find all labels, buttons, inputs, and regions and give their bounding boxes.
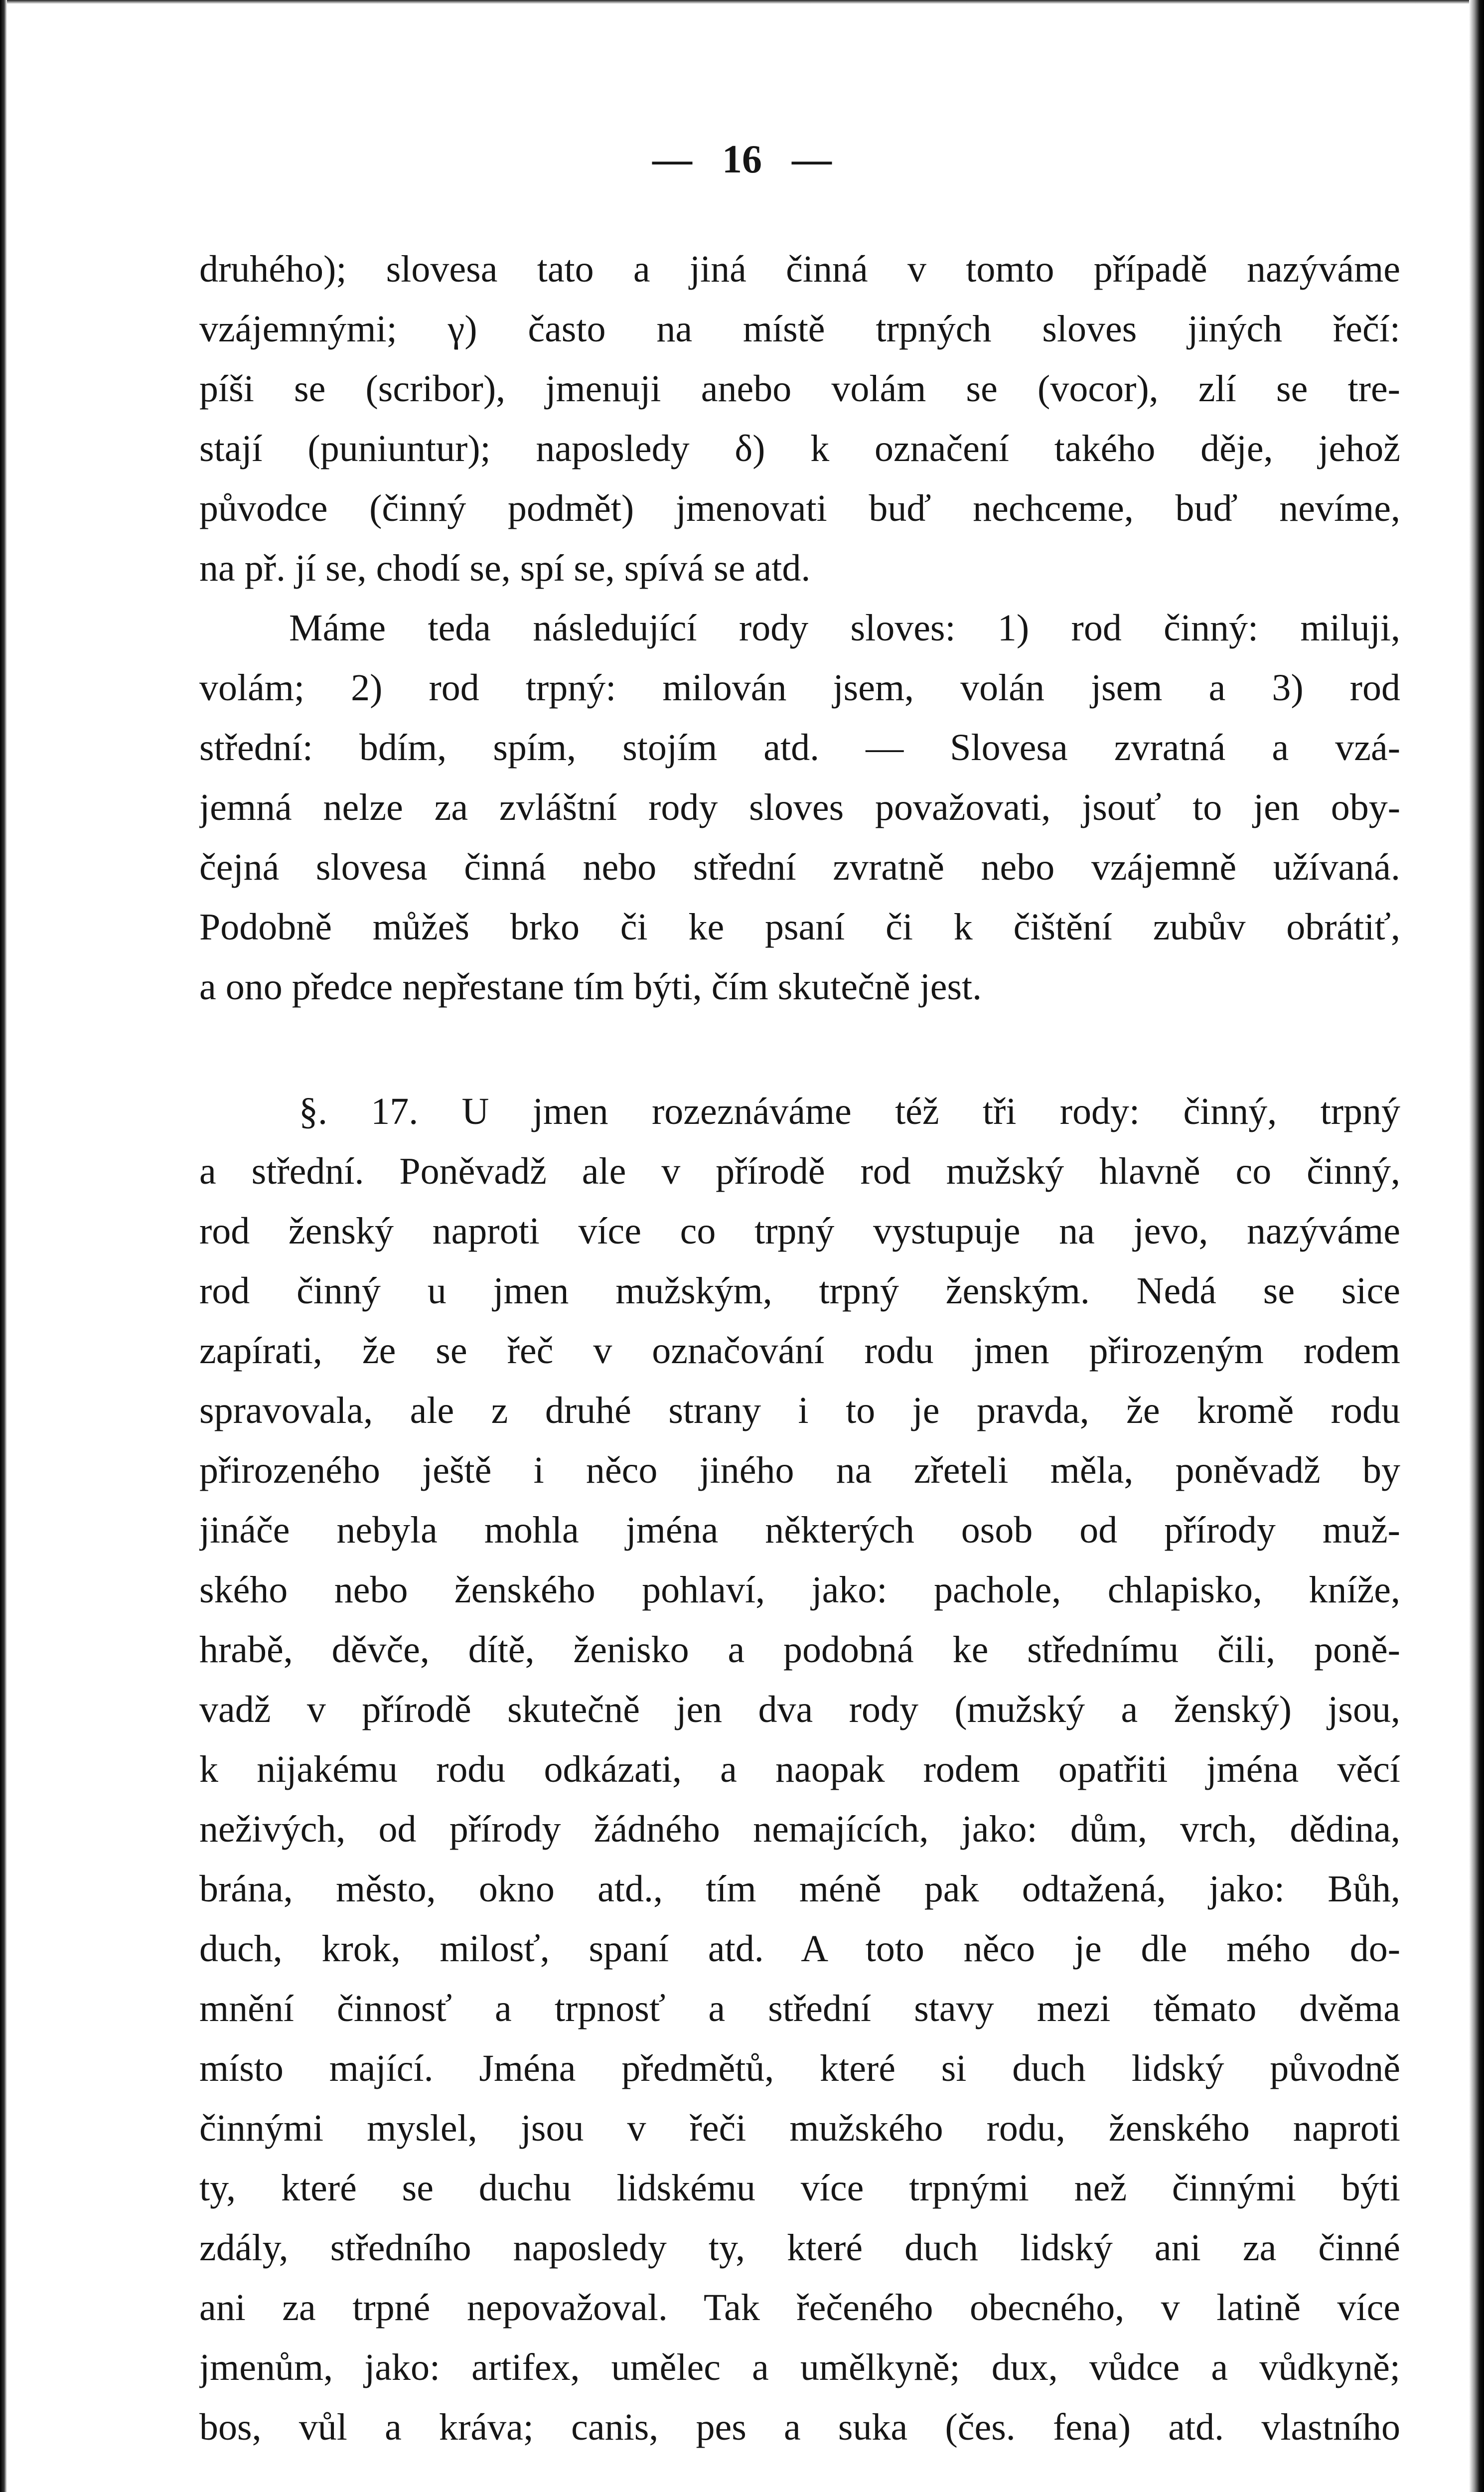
text-line: mnění činnosť a trpnosť a střední stavy mezi těmato dvěma xyxy=(199,1988,1400,2029)
text-line: zdály, středního naposledy ty, které duch lidský ani za činné xyxy=(199,2227,1400,2269)
text-line: ani za trpné nepovažoval. Tak řečeného obecného, v latině více xyxy=(199,2287,1400,2329)
text-line: vzájemnými; γ) často na místě trpných sloves jiných řečí: xyxy=(199,308,1400,350)
text-line: stají (puniuntur); naposledy δ) k označení takého děje, jehož xyxy=(199,428,1400,469)
text-line: neživých, od přírody žádného nemajících, jako: dům, vrch, dědina, xyxy=(199,1808,1400,1850)
text-line: rod činný u jmen mužským, trpný ženským. Nedá se sice xyxy=(199,1270,1400,1312)
page-header xyxy=(0,135,1484,184)
section-spacer xyxy=(199,1017,1400,1082)
text-line: na př. jí se, chodí se, spí se, spívá se atd. xyxy=(199,547,811,589)
text-line: vadž v přírodě skutečně jen dva rody (mužský a ženský) jsou, xyxy=(199,1689,1400,1730)
text-line: rod ženský naproti více co trpný vystupuje na jevo, nazýváme xyxy=(199,1210,1400,1252)
text-line: činnými myslel, jsou v řeči mužského rodu, ženského naproti xyxy=(199,2107,1400,2149)
text-line: původce (činný podmět) jmenovati buď nechceme, buď nevíme, xyxy=(199,487,1400,529)
scan-right-edge xyxy=(1469,0,1484,2492)
page-number: 16 xyxy=(722,138,762,181)
text-line: a ono předce nepřestane tím býti, čím skutečně jest. xyxy=(199,966,982,1008)
text-line: bos, vůl a kráva; canis, pes a suka (čes. fena) atd. vlastního xyxy=(199,2406,1400,2448)
text-line: volám; 2) rod trpný: milován jsem, volán jsem a 3) rod xyxy=(199,667,1400,709)
text-line: jemná nelze za zvláštní rody sloves považovati, jsouť to jen oby- xyxy=(199,786,1400,828)
text-line: zapírati, že se řeč v označování rodu jmen přirozeným rodem xyxy=(199,1330,1400,1372)
text-line: druhého); slovesa tato a jiná činná v tomto případě nazýváme xyxy=(199,248,1400,290)
text-line: ty, které se duchu lidskému více trpnými než činnými býti xyxy=(199,2167,1400,2209)
text-line: brána, město, okno atd., tím méně pak odtažená, jako: Bůh, xyxy=(199,1868,1400,1910)
text-line: spravovala, ale z druhé strany i to je pravda, že kromě rodu xyxy=(199,1390,1400,1431)
paragraph-3-section-17 xyxy=(199,1082,1400,2457)
text-line: čejná slovesa činná nebo střední zvratně nebo vzájemně užívaná. xyxy=(199,846,1400,888)
text-line: duch, krok, milosť, spaní atd. A toto něco je dle mého do- xyxy=(199,1928,1400,1970)
text-line: hrabě, děvče, dítě, ženisko a podobná ke střednímu čili, poně- xyxy=(199,1629,1400,1671)
text-line: jináče nebyla mohla jména některých osob od přírody muž- xyxy=(199,1509,1400,1551)
text-line: k nijakému rodu odkázati, a naopak rodem opatřiti jména věcí xyxy=(199,1748,1400,1790)
text-line: jmenům, jako: artifex, umělec a umělkyně; dux, vůdce a vůdkyně; xyxy=(199,2346,1400,2388)
section-heading-line: §. 17. U jmen rozeznáváme též tři rody: činný, trpný xyxy=(299,1090,1400,1132)
page-number-dash-right: — xyxy=(792,138,832,181)
scan-top-edge xyxy=(0,0,1484,4)
text-line: místo mající. Jména předmětů, které si duch lidský původně xyxy=(199,2047,1400,2089)
paragraph-1 xyxy=(199,239,1400,598)
text-line: Máme teda následující rody sloves: 1) rod činný: miluji, xyxy=(289,607,1400,649)
paragraph-2 xyxy=(199,598,1400,1017)
text-line: Podobně můžeš brko či ke psaní či k čištění zubův obrátiť, xyxy=(199,906,1400,948)
text-line: ského nebo ženského pohlaví, jako: pachole, chlapisko, kníže, xyxy=(199,1569,1400,1611)
text-line: přirozeného ještě i něco jiného na zřeteli měla, poněvadž by xyxy=(199,1449,1400,1491)
page-number-dash-left: — xyxy=(652,138,692,181)
text-line: a střední. Poněvadž ale v přírodě rod mužský hlavně co činný, xyxy=(199,1150,1400,1192)
text-line: píši se (scribor), jmenuji anebo volám se (vocor), zlí se tre- xyxy=(199,368,1400,410)
body-text xyxy=(199,239,1400,2457)
text-line: střední: bdím, spím, stojím atd. — Slovesa zvratná a vzá- xyxy=(199,727,1400,769)
scan-left-edge xyxy=(0,0,7,2492)
